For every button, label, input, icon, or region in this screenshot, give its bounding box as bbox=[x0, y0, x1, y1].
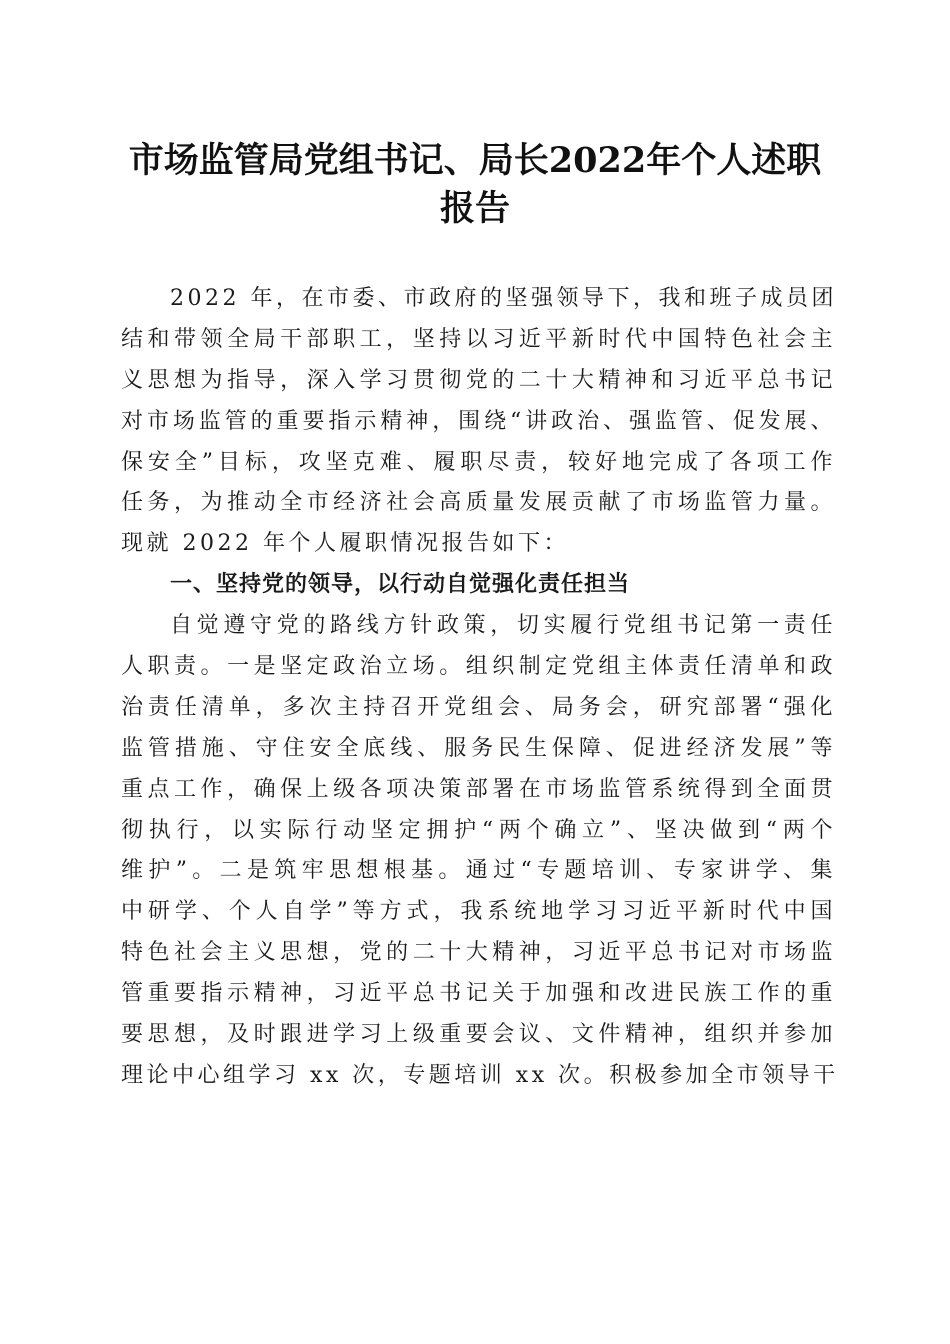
section-1-line-3: 治责任清单，多次主持召开党组会、局务会，研究部署“强化 bbox=[121, 694, 836, 720]
intro-line-3: 义思想为指导，深入学习贯彻党的二十大精神和习近平总书记 bbox=[121, 367, 836, 393]
intro-line-6: 任务，为推动全市经济社会高质量发展贡献了市场监管力量。 bbox=[121, 490, 836, 516]
section-1-line-5: 重点工作，确保上级各项决策部署在市场监管系统得到全面贯 bbox=[121, 776, 836, 802]
intro-line-1: 2022 年，在市委、市政府的坚强领导下，我和班子成员团 bbox=[170, 286, 837, 311]
intro-line-7: 现就 2022 年个人履职情况报告如下： bbox=[121, 531, 569, 557]
intro-paragraph bbox=[121, 279, 836, 565]
section-1-line-11: 要思想，及时跟进学习上级重要会议、文件精神，组织并参加 bbox=[121, 1022, 836, 1048]
title-line-1: 市场监管局党组书记、局长2022年个人述职 bbox=[128, 140, 822, 181]
section-1-paragraph bbox=[121, 606, 839, 1097]
section-1-line-9: 特色社会主义思想，党的二十大精神，习近平总书记对市场监 bbox=[121, 940, 836, 966]
section-1-line-1: 自觉遵守党的路线方针政策，切实履行党组书记第一责任 bbox=[170, 613, 836, 639]
title-line-2: 报告 bbox=[439, 188, 510, 229]
section-1-line-10: 管重要指示精神，习近平总书记关于加强和改进民族工作的重 bbox=[121, 981, 836, 1007]
section-1-line-7: 维护”。二是筑牢思想根基。通过“专题培训、专家讲学、集 bbox=[121, 858, 836, 884]
section-1-line-8: 中研学、个人自学”等方式，我系统地学习习近平新时代中国 bbox=[121, 899, 836, 925]
intro-line-2: 结和带领全局干部职工，坚持以习近平新时代中国特色社会主 bbox=[121, 326, 836, 352]
section-1-line-12: 理论中心组学习 xx 次，专题培训 xx 次。积极参加全市领导干 bbox=[121, 1062, 839, 1088]
section-1-heading: 一、坚持党的领导，以行动自觉强化责任担当 bbox=[170, 572, 631, 598]
intro-line-4: 对市场监管的重要指示精神，围绕“讲政治、强监管、促发展、 bbox=[121, 408, 836, 434]
section-1-line-6: 彻执行，以实际行动坚定拥护“两个确立”、坚决做到“两个 bbox=[121, 817, 836, 843]
document-body bbox=[121, 279, 839, 1097]
section-1-line-2: 人职责。一是坚定政治立场。组织制定党组主体责任清单和政 bbox=[121, 654, 836, 680]
section-1-line-4: 监管措施、守住安全底线、服务民生保障、促进经济发展”等 bbox=[121, 735, 836, 761]
intro-line-5: 保安全”目标，攻坚克难、履职尽责，较好地完成了各项工作 bbox=[121, 449, 836, 475]
document-title bbox=[100, 137, 850, 233]
